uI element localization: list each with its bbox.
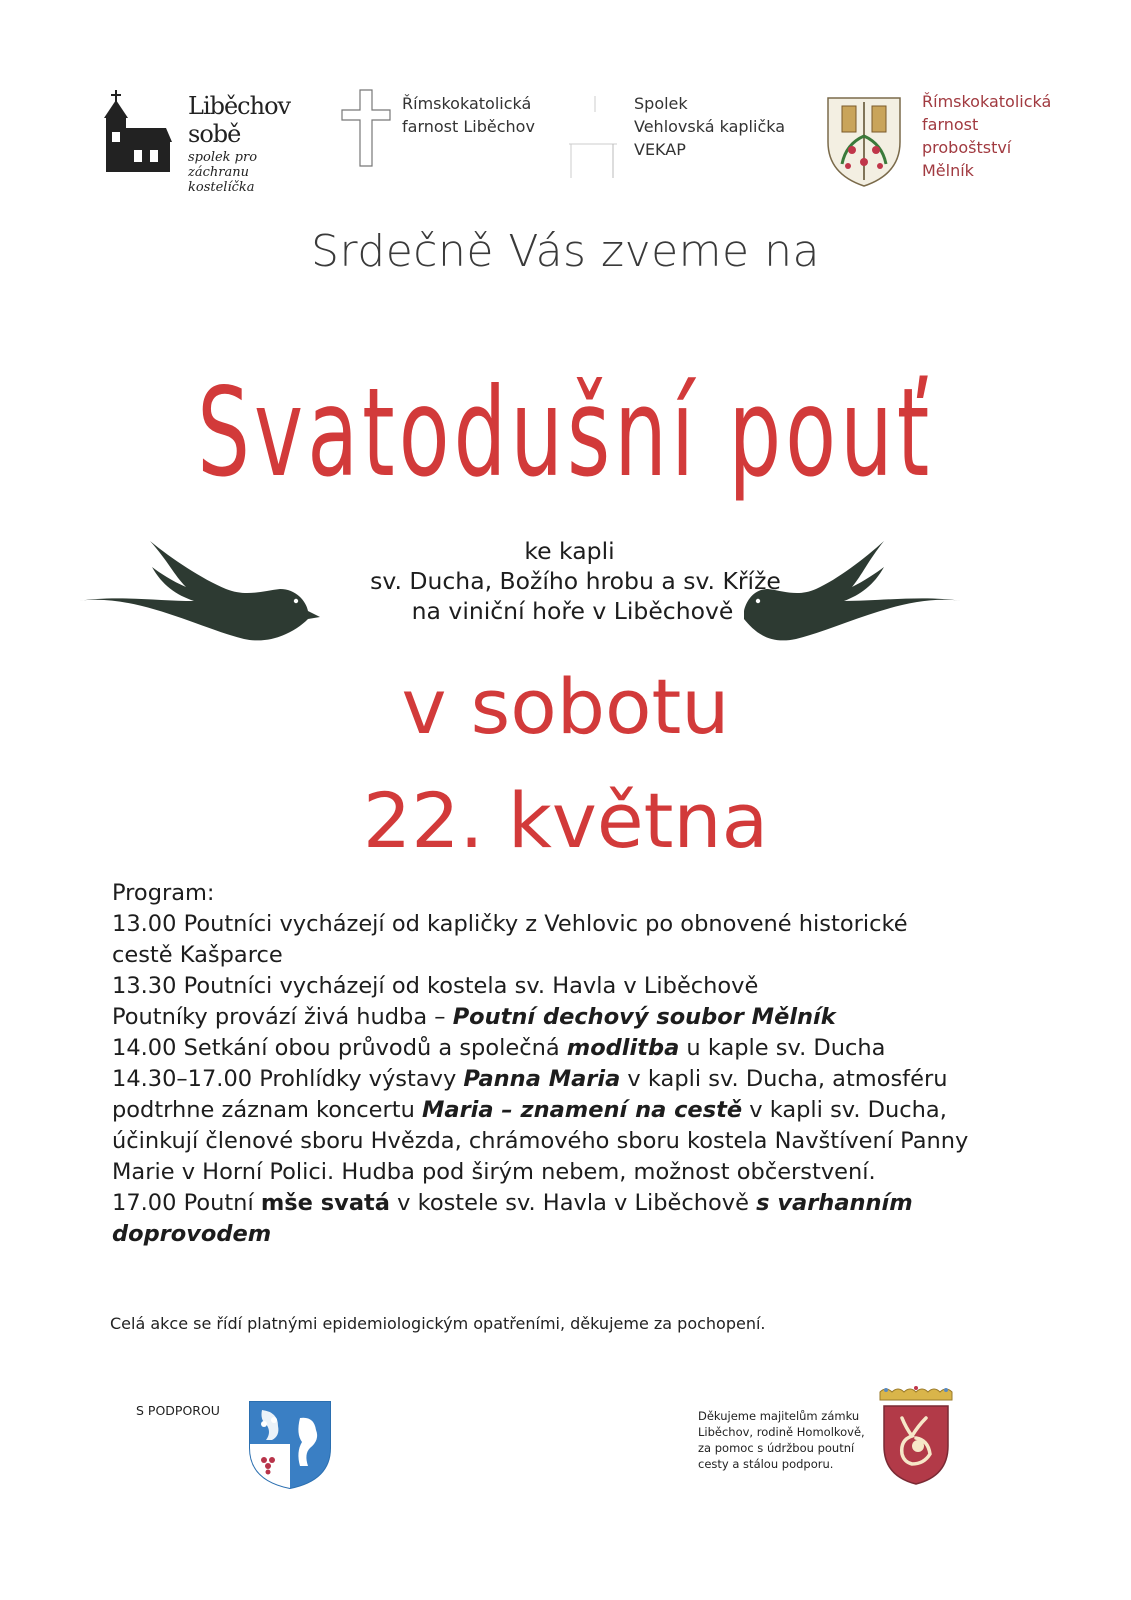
thanks-line1: Děkujeme majitelům zámku	[698, 1409, 860, 1423]
invite-text: Srdečně Vás zveme na	[311, 226, 820, 277]
thanks-line4: cesty a stálou podporu.	[698, 1457, 834, 1471]
org1-subtitle-2: kostelíčka	[188, 180, 255, 195]
location-line1: ke kapli	[524, 537, 615, 565]
org2-text	[402, 92, 535, 138]
thanks-line2: Liběchov, rodině Homolkově,	[698, 1425, 865, 1439]
program-line-4	[112, 1002, 1102, 1033]
org2-line2: farnost Liběchov	[402, 117, 535, 136]
date-line1: v sobotu	[401, 662, 730, 751]
org4-line3: proboštství	[922, 138, 1012, 157]
program-line-2: cestě Kašparce	[112, 942, 283, 968]
program-line-1: 13.00 Poutníci vycházejí od kapličky z Vehlovic po obnovené historické	[112, 911, 908, 937]
program-line-11: doprovodem	[112, 1221, 272, 1247]
chapel-outline-icon	[565, 92, 621, 180]
program-exhibition: Panna Maria	[463, 1066, 621, 1092]
program-line-5	[112, 1033, 1102, 1064]
church-icon	[96, 88, 176, 176]
regional-coat-of-arms-icon	[248, 1400, 332, 1490]
org1-subtitle-1: spolek pro záchranu	[188, 150, 258, 180]
org1-name	[188, 92, 318, 195]
melnik-crest-icon	[822, 92, 906, 188]
program-concert: Maria – znamení na cestě	[422, 1097, 743, 1123]
location-line3: na viniční hoře v Liběchově	[411, 597, 734, 625]
program-line-9: Marie v Horní Polici. Hudba pod širým nebem, možnost občerstvení.	[112, 1159, 876, 1185]
org3-text	[634, 92, 785, 161]
event-title: Svatodušní pouť	[197, 362, 934, 504]
program-line-8: účinkují členové sboru Hvězda, chrámového sboru kostela Navštívení Panny	[112, 1128, 969, 1154]
cross-icon	[340, 88, 392, 168]
program-line-5c: u kaple sv. Ducha	[679, 1035, 886, 1061]
program-line-3: 13.30 Poutníci vycházejí od kostela sv. Havla v Liběchově	[112, 973, 759, 999]
org2-line1: Římskokatolická	[402, 94, 532, 113]
program-line-5a: 14.00 Setkání obou průvodů a společná	[112, 1035, 567, 1061]
program-line-7a: podtrhne záznam koncertu	[112, 1097, 423, 1123]
org4-line4: Mělník	[922, 161, 974, 180]
location-line2: sv. Ducha, Božího hrobu a sv. Kříže	[370, 567, 781, 595]
program	[112, 878, 1102, 1250]
support-label: S PODPOROU	[136, 1403, 220, 1418]
program-organ: s varhanním	[756, 1190, 913, 1216]
date-line2: 22. května	[362, 776, 769, 865]
program-line-10	[112, 1188, 1102, 1219]
org3-line1: Spolek	[634, 94, 688, 113]
org4-text	[922, 90, 1051, 182]
org4-line1: Římskokatolická	[922, 92, 1052, 111]
location	[0, 536, 1131, 626]
program-line-7	[112, 1095, 1102, 1126]
program-heading: Program:	[112, 880, 215, 906]
program-line-10c: v kostele sv. Havla v Liběchově	[389, 1190, 757, 1216]
program-line-6a: 14.30–17.00 Prohlídky výstavy	[112, 1066, 464, 1092]
org1-title: Liběchov sobě	[188, 92, 291, 148]
program-line-6c: v kapli sv. Ducha, atmosféru	[620, 1066, 948, 1092]
notice: Celá akce se řídí platnými epidemiologickým opatřeními, děkujeme za pochopení.	[110, 1314, 766, 1333]
org3-line2: Vehlovská kaplička	[634, 117, 786, 136]
stag-crest-icon	[872, 1384, 960, 1488]
org4-line2: farnost	[922, 115, 979, 134]
program-line-7c: v kapli sv. Ducha,	[742, 1097, 947, 1123]
thanks-line3: za pomoc s údržbou poutní	[698, 1441, 855, 1455]
program-band-name: Poutní dechový soubor Mělník	[452, 1004, 836, 1030]
program-line-4a: Poutníky provází živá hudba –	[112, 1004, 453, 1030]
program-mass: mše svatá	[260, 1190, 390, 1216]
program-prayer: modlitba	[566, 1035, 680, 1061]
program-line-10a: 17.00 Poutní	[112, 1190, 261, 1216]
org3-line3: VEKAP	[634, 140, 686, 159]
thanks-text	[698, 1408, 865, 1472]
program-line-6	[112, 1064, 1102, 1095]
